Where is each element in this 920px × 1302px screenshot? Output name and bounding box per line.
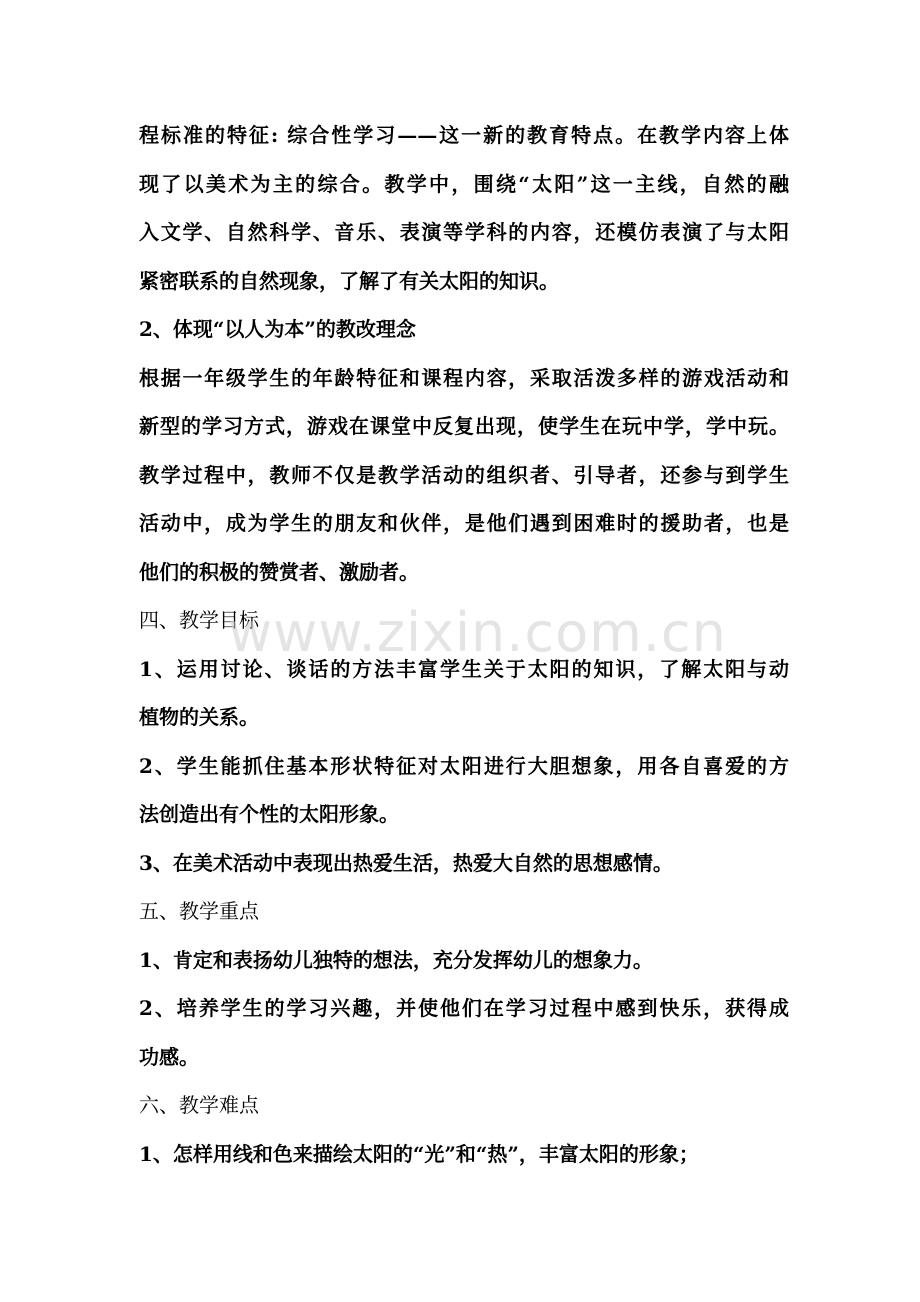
paragraph-line: 新型的学习方式，游戏在课堂中反复出现，使学生在玩中学，学中玩。 [139, 414, 789, 438]
list-item-line: 功感。 [139, 1044, 199, 1069]
list-item-line: 2、学生能抓住基本形状特征对太阳进行大胆想象，用各自喜爱的方 [139, 753, 789, 778]
section-heading: 六、教学难点 [139, 1093, 259, 1117]
watermark: www.zixin.com.cn [228, 601, 727, 664]
paragraph-line: 入文学、自然科学、音乐、表演等学科的内容，还模仿表演了与太阳 [139, 220, 789, 244]
section-heading: 四、教学目标 [139, 608, 259, 632]
paragraph-line: 活动中，成为学生的朋友和伙伴，是他们遇到困难时的援助者，也是 [139, 511, 789, 535]
list-item-line: 2、培养学生的学习兴趣，并使他们在学习过程中感到快乐，获得成 [139, 996, 789, 1020]
list-item-line: 1、运用讨论、谈话的方法丰富学生关于太阳的知识，了解太阳与动 [139, 656, 789, 681]
list-item-line: 法创造出有个性的太阳形象。 [139, 802, 399, 826]
list-item-line: 1、怎样用线和色来描绘太阳的“光”和“热”，丰富太阳的形象； [139, 1141, 699, 1166]
paragraph-line: 根据一年级学生的年龄特征和课程内容，采取活泼多样的游戏活动和 [139, 365, 789, 390]
paragraph-line: 他们的积极的赞赏者、激励者。 [139, 559, 419, 584]
list-item-line: 3、在美术活动中表现出热爱生活，热爱大自然的思想感情。 [139, 850, 673, 875]
subheading: 2、体现“以人为本”的教改理念 [139, 317, 416, 341]
list-item-line: 植物的关系。 [139, 705, 259, 729]
paragraph-line: 现了以美术为主的综合。教学中，围绕“太阳”这一主线，自然的融 [139, 171, 789, 196]
section-heading: 五、教学重点 [139, 899, 259, 923]
paragraph-line: 程标准的特征: 综合性学习——这一新的教育特点。在教学内容上体 [139, 123, 789, 147]
paragraph-line: 教学过程中，教师不仅是教学活动的组织者、引导者，还参与到学生 [139, 462, 789, 487]
list-item-line: 1、肯定和表扬幼儿独特的想法，充分发挥幼儿的想象力。 [139, 947, 653, 972]
paragraph-line: 紧密联系的自然现象，了解了有关太阳的知识。 [139, 268, 559, 293]
